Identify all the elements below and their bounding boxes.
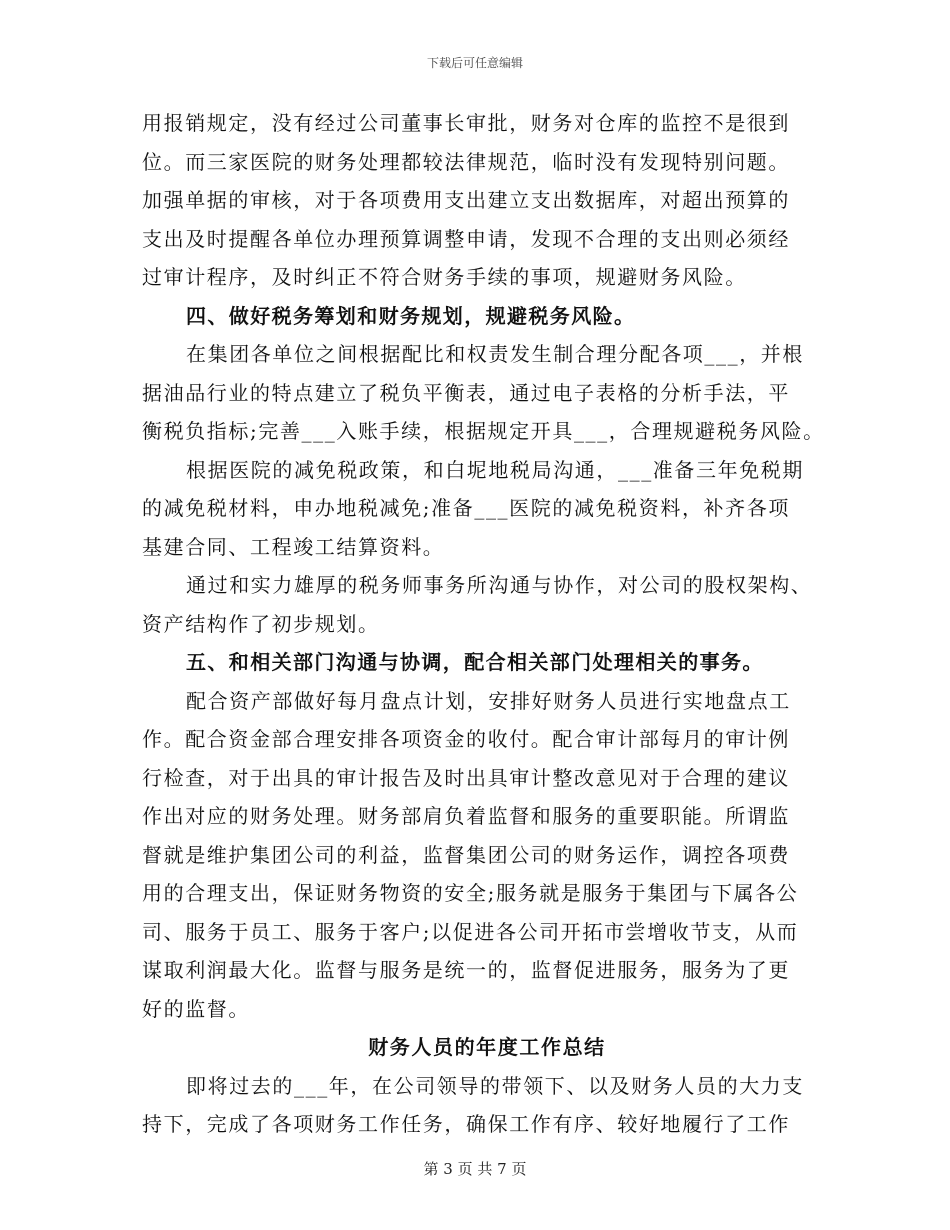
paragraph-line: 作出对应的财务处理。财务部肩负着监督和服务的重要职能。所谓监 <box>142 804 790 828</box>
document-body <box>142 104 832 1144</box>
paragraph-line: 的减免税材料，申办地税减免;准备___医院的减免税资料，补齐各项 <box>142 496 790 520</box>
paragraph-line: 行检查，对于出具的审计报告及时出具审计整改意见对于合理的建议 <box>142 765 790 790</box>
paragraph-line: 过审计程序，及时纠正不符合财务手续的事项，规避财务风险。 <box>142 265 747 289</box>
paragraph-line: 加强单据的审核，对于各项费用支出建立支出数据库，对超出预算的 <box>142 188 790 212</box>
paragraph-line: 位。而三家医院的财务处理都较法律规范，临时没有发现特别问题。 <box>142 149 790 174</box>
paragraph-line: 支出及时提醒各单位办理预算调整申请，发现不合理的支出则必须经 <box>142 226 790 251</box>
section-heading: 四、做好税务筹划和财务规划，规避税务风险。 <box>186 303 636 328</box>
paragraph-line: 持下，完成了各项财务工作任务，确保工作有序、较好地履行了工作 <box>142 1112 790 1136</box>
paragraph-first-line: 在集团各单位之间根据配比和权责发生制合理分配各项___，并根 <box>186 342 804 366</box>
paragraph-first-line: 通过和实力雄厚的税务师事务所沟通与协作，对公司的股权架构、 <box>186 573 813 597</box>
paragraph-line: 作。配合资金部合理安排各项资金的收付。配合审计部每月的审计例 <box>142 727 790 751</box>
paragraph-line: 督就是维护集团公司的利益，监督集团公司的财务运作，调控各项费 <box>142 842 790 867</box>
document-title: 财务人员的年度工作总结 <box>368 1035 606 1059</box>
paragraph-line: 据油品行业的特点建立了税负平衡表，通过电子表格的分析手法，平 <box>142 380 790 405</box>
paragraph-line: 司、服务于员工、服务于客户;以促进各公司开拓市尝增收节支，从而 <box>142 919 799 944</box>
paragraph-line: 用的合理支出，保证财务物资的安全;服务就是服务于集团与下属各公 <box>142 881 799 905</box>
paragraph-line: 谋取利润最大化。监督与服务是统一的，监督促进服务，服务为了更 <box>142 958 790 982</box>
paragraph-line: 资产结构作了初步规划。 <box>142 611 380 636</box>
paragraph-line: 基建合同、工程竣工结算资料。 <box>142 534 445 559</box>
page-header-note: 下载后可任意编辑 <box>426 56 523 70</box>
paragraph-first-line: 配合资产部做好每月盘点计划，安排好财务人员进行实地盘点工 <box>186 688 791 713</box>
paragraph-line: 衡税负指标;完善___入账手续，根据规定开具___，合理规避税务风险。 <box>142 419 825 443</box>
paragraph-line: 好的监督。 <box>142 996 250 1021</box>
paragraph-line: 用报销规定，没有经过公司董事长审批，财务对仓库的监控不是很到 <box>142 111 790 135</box>
section-heading: 五、和相关部门沟通与协调，配合相关部门处理相关的事务。 <box>186 650 764 674</box>
page-number: 第 3 页 共 7 页 <box>423 1160 527 1178</box>
paragraph-first-line: 根据医院的减免税政策，和白坭地税局沟通，___准备三年免税期 <box>186 457 804 482</box>
paragraph-first-line: 即将过去的___年，在公司领导的带领下、以及财务人员的大力支 <box>186 1073 804 1098</box>
